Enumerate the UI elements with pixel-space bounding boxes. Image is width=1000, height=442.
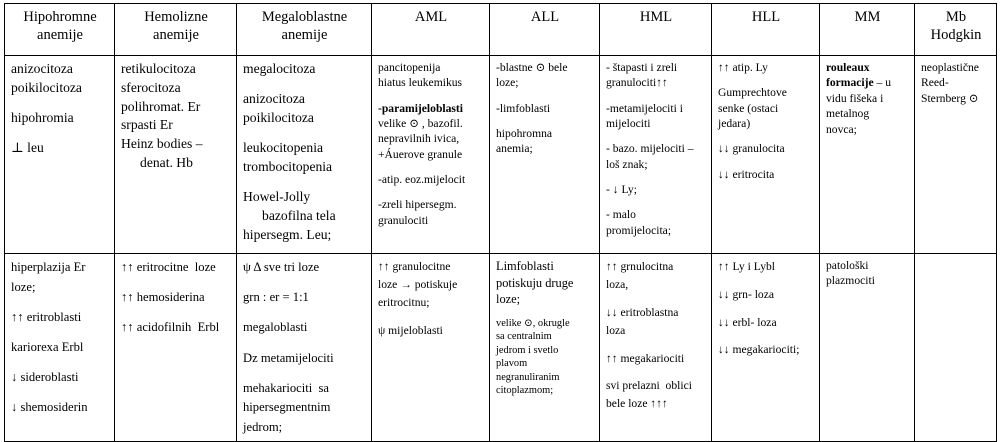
cell-line: jedrom;: [243, 419, 283, 434]
column-header-line: Megaloblastne: [261, 9, 348, 25]
cell-line: ↑↑ atip. Ly: [718, 61, 768, 74]
cell-line: poikilocitoza: [243, 110, 314, 126]
table-row: [5, 254, 997, 442]
cell-line-suffix: – u: [873, 76, 892, 90]
cell-line: metalnog: [826, 107, 870, 121]
cell-line: promijelocita;: [606, 223, 672, 237]
cell-hemolizne-anemije-1: [115, 56, 237, 254]
cell-line: hipohromia: [11, 110, 74, 126]
cell-line: loze;: [11, 279, 36, 294]
table-header: [5, 4, 997, 56]
column-header-mb-hodgkin: [915, 4, 997, 56]
cell-line: ↑↑ hemosiderina: [121, 290, 205, 305]
cell-line: loze → potiskuje: [378, 277, 458, 291]
cell-line: loze;: [496, 76, 519, 90]
column-header-hemolizne-anemije: [115, 4, 237, 56]
header-row: [5, 4, 997, 56]
cell-line: +Áuerove granule: [378, 147, 463, 161]
cell-line: megaloblasti: [243, 320, 308, 335]
cell-hipohromne-anemije-1: [5, 56, 115, 254]
table-row: [5, 56, 997, 254]
cell-line: leukocitopenia: [243, 140, 324, 156]
cell-line: Limfoblasti: [496, 259, 554, 273]
cell-line: ↓↓ erbl- loza: [718, 315, 777, 329]
cell-line: bele loze ↑↑↑: [606, 397, 668, 411]
cell-line: anizocitoza: [11, 61, 73, 76]
cell-line: potiskuju druge: [496, 275, 574, 290]
cell-aml-1: [372, 56, 490, 254]
column-header-line: Hodgkin: [930, 27, 982, 44]
column-header-line: anemije: [37, 27, 83, 44]
cell-line: loza,: [606, 277, 629, 291]
cell-line: jedrom i svetlo: [496, 344, 559, 356]
cell-line: grn : er = 1:1: [243, 290, 309, 305]
column-header-line: Hipohromne: [23, 9, 97, 25]
column-header-line: MM: [854, 9, 881, 25]
cell-line: hipohromna: [496, 126, 553, 140]
cell-line: sferocitoza: [121, 79, 181, 95]
cell-line: nepravilnih ivica,: [378, 132, 460, 146]
cell-megaloblastne-anemije-2: [237, 254, 372, 442]
column-header-line: HLL: [751, 9, 781, 25]
cell-line: -limfoblasti: [496, 101, 551, 115]
cell-line: kariorexa Erbl: [11, 339, 84, 354]
cell-line: velike ⊙, okrugle: [496, 317, 570, 329]
cell-line: Dz metamijelociti: [243, 350, 334, 365]
cell-all-1: [490, 56, 600, 254]
column-header-all: [490, 4, 600, 56]
cell-line: -paramijeloblasti: [378, 101, 464, 115]
column-header-line: Mb: [945, 9, 967, 25]
cell-line: [826, 75, 909, 90]
document-page: [0, 3, 1000, 435]
cell-hml-2: [600, 254, 712, 442]
cell-line: hipersegm. Leu;: [243, 226, 332, 242]
cell-line: ↓↓ granulocita: [718, 142, 785, 156]
cell-line: mijelociti: [606, 117, 651, 131]
cell-line: Reed-: [921, 76, 949, 90]
cell-line: ↑↑ eritroblasti: [11, 309, 82, 324]
cell-line: polihromat. Er: [121, 98, 201, 114]
cell-line: loza: [606, 323, 626, 337]
column-header-hipohromne-anemije: [5, 4, 115, 56]
cell-line: retikulocitoza: [121, 61, 196, 76]
cell-line: poikilocitoza: [11, 79, 82, 95]
cell-line: eritrocitnu;: [378, 295, 430, 309]
cell-line: ↑↑ acidofilnih Erbl: [121, 320, 220, 335]
cell-line: - štapasti i zreli: [606, 61, 678, 74]
cell-line: patološki: [826, 259, 869, 272]
cell-line: ↓ shemosiderin: [11, 400, 88, 415]
cell-line: neoplastične: [921, 61, 979, 74]
cell-line: ψ mijeloblasti: [378, 323, 443, 337]
cell-line-emphasis: formacije: [826, 76, 874, 90]
cell-line: senke (ostaci: [718, 101, 779, 115]
cell-line: svi prelazni oblici: [606, 379, 692, 393]
cell-line: negranuliranim: [496, 371, 560, 383]
cell-line: - bazo. mijelociti –: [606, 142, 694, 156]
cell-line: ↓↓ grn- loza: [718, 287, 775, 301]
column-header-hll: [712, 4, 820, 56]
cell-line: ↑↑ megakariociti: [606, 351, 685, 365]
cell-line: megalocitoza: [243, 61, 316, 76]
cell-mm-2: [820, 254, 915, 442]
column-header-hml: [600, 4, 712, 56]
cell-line: ↓↓ eritroblastna: [606, 305, 679, 319]
cell-mm-1: [820, 56, 915, 254]
cell-line: Sternberg ⊙: [921, 91, 979, 105]
column-header-line: anemije: [153, 27, 199, 44]
cell-hipohromne-anemije-2: [5, 254, 115, 442]
cell-line: granulociti↑↑: [606, 76, 668, 90]
cell-line: - malo: [606, 208, 636, 222]
cell-aml-2: [372, 254, 490, 442]
cell-line: -zreli hipersegm.: [378, 198, 457, 212]
cell-line: loze;: [496, 292, 521, 307]
cell-line: Howel-Jolly: [243, 189, 311, 205]
cell-line: ↓ sideroblasti: [11, 370, 79, 385]
cell-line: ↓↓ eritrocita: [718, 167, 775, 181]
cell-line: ψ Δ sve tri loze: [243, 260, 320, 274]
cell-line: -metamijelociti i: [606, 101, 683, 115]
table-body: [5, 56, 997, 442]
cell-line: Gumprechtove: [718, 86, 787, 100]
cell-line: srpasti Er: [121, 117, 173, 133]
cell-line: denat. Hb: [140, 154, 193, 170]
cell-line: citoplazmom;: [496, 385, 554, 397]
column-header-aml: [372, 4, 490, 56]
cell-line: plazmociti: [826, 274, 875, 288]
cell-hml-1: [600, 56, 712, 254]
cell-hll-2: [712, 254, 820, 442]
cell-line: hiperplazija Er: [11, 260, 86, 274]
cell-line: hiatus leukemikus: [378, 76, 463, 90]
cell-line: ↓↓ megakariociti;: [718, 343, 800, 357]
cell-line: bazofilna tela: [262, 208, 336, 224]
cell-line: vidu fišeka i: [826, 91, 884, 105]
cell-line: mehakariociti sa: [243, 380, 330, 395]
cell-line: velike ⊙ , bazofil.: [378, 117, 463, 131]
cell-line: ↑↑ grnulocitna: [606, 260, 674, 273]
cell-line: -blastne ⊙ bele: [496, 61, 568, 74]
cell-all-2: [490, 254, 600, 442]
cell-line: novca;: [826, 122, 857, 136]
cell-line: anizocitoza: [243, 91, 305, 107]
column-header-line: ALL: [530, 9, 560, 25]
cell-mb-hodgkin-1: [915, 56, 997, 254]
cell-line: rouleaux: [826, 61, 870, 74]
comparison-table: [4, 3, 997, 442]
cell-line: Heinz bodies –: [121, 136, 203, 151]
column-header-line: anemije: [281, 27, 328, 44]
column-header-mm: [820, 4, 915, 56]
cell-line: ⊥ leu: [11, 140, 44, 156]
cell-line: jedara): [718, 117, 751, 131]
column-header-line: HML: [639, 9, 673, 25]
cell-line: trombocitopenia: [243, 159, 333, 175]
cell-line: -atip. eoz.mijelocit: [378, 173, 466, 187]
cell-line: plavom: [496, 358, 528, 370]
cell-line: - ↓ Ly;: [606, 183, 637, 197]
cell-line: sa centralnim: [496, 331, 552, 343]
cell-mb-hodgkin-2: [915, 254, 997, 442]
cell-line: loš znak;: [606, 157, 648, 171]
cell-line: ↑↑ Ly i Lybl: [718, 260, 776, 273]
cell-line: pancitopenija: [378, 61, 441, 74]
cell-line: anemia;: [496, 142, 533, 156]
column-header-megaloblastne-anemije: [237, 4, 372, 56]
column-header-line: Hemolizne: [144, 9, 208, 25]
cell-hemolizne-anemije-2: [115, 254, 237, 442]
column-header-line: AML: [414, 9, 448, 25]
cell-line: hipersegmentnim: [243, 400, 331, 415]
cell-line: ↑↑ eritrocitne loze: [121, 260, 216, 274]
cell-line: granulociti: [378, 213, 429, 227]
cell-line: ↑↑ granulocitne: [378, 260, 451, 273]
cell-megaloblastne-anemije-1: [237, 56, 372, 254]
cell-hll-1: [712, 56, 820, 254]
